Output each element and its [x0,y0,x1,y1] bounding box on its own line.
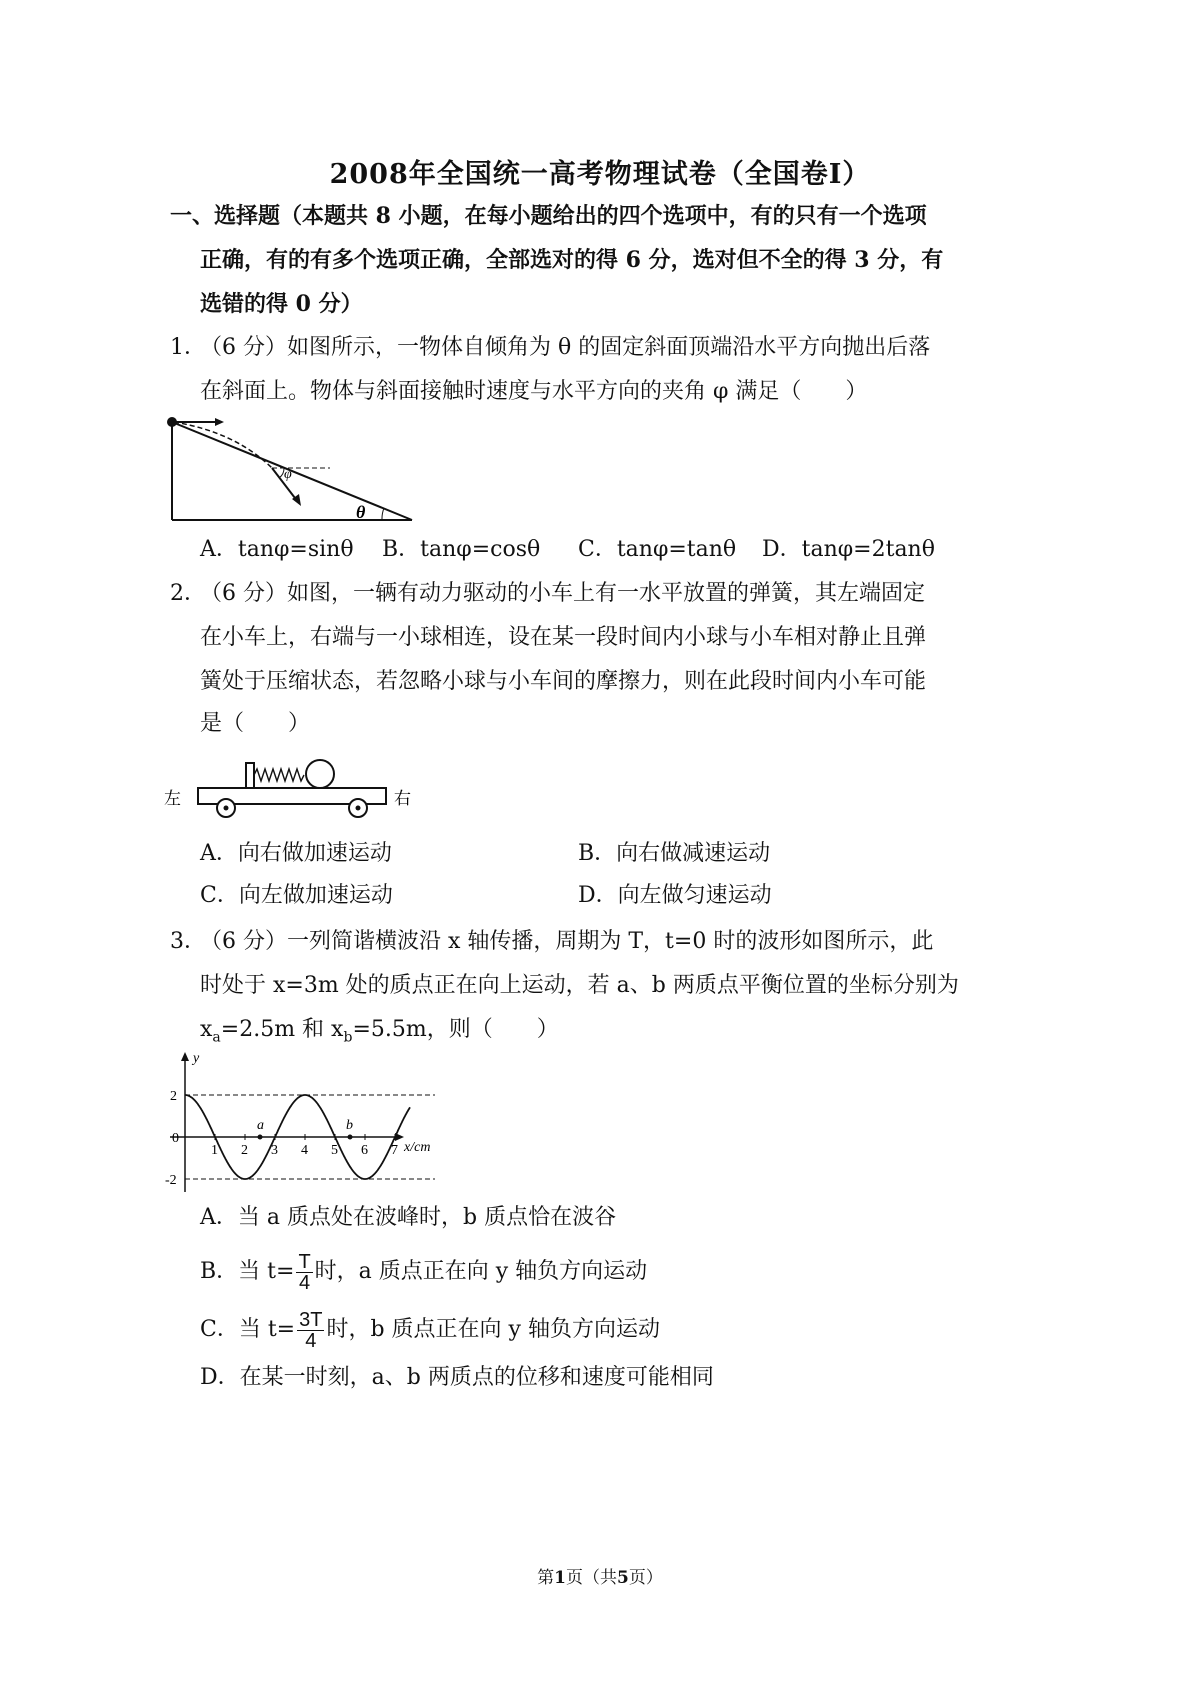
q3-text-line-1: （6 分）一列简谐横波沿 x 轴传播，周期为 T，t=0 时的波形如图所示，此 [200,929,934,954]
x-tick-label: 5 [331,1143,338,1158]
point-b-label: b [346,1118,353,1133]
footer-page-number: 1 [554,1568,566,1588]
x-tick-label: 4 [301,1143,308,1158]
point-a [258,1135,263,1140]
q1-option-c[interactable]: C．tanφ=tanθ [578,537,737,562]
page-footer [0,1563,1200,1588]
x-axis [170,1133,404,1141]
q3-option-c[interactable] [200,1306,660,1354]
q1-number: 1． [170,335,206,360]
q3-text-line-3 [200,1014,559,1053]
section-header-line-1: 一、选择题（本题共 8 小题，在每小题给出的四个选项中，有的只有一个选项 [170,203,927,229]
q3-option-c-fraction [297,1310,324,1351]
theta-arc [382,508,384,520]
q2-text-line-4: 是（ ） [200,711,311,736]
y-axis-label: y [193,1051,200,1066]
page-title: 2008年全国统一高考物理试卷（全国卷I） [329,159,871,190]
point-b [348,1135,353,1140]
section-header-line-3: 选错的得 0 分） [200,291,363,317]
q3-wave-graph [160,1050,450,1196]
q1-incline-figure [160,410,420,526]
q3-option-c-prefix: C．当 t= [200,1317,296,1342]
q3-option-d[interactable]: D．在某一时刻，a、b 两质点的位移和速度可能相同 [200,1365,714,1390]
q3-xa-value: =2.5m 和 x [220,1017,344,1042]
right-label: 右 [394,789,411,808]
fraction-denominator: 4 [305,1329,317,1352]
footer-middle: 页（共 [566,1568,617,1588]
origin-label: 0 [172,1131,179,1146]
incline-triangle [172,422,412,520]
fraction-numerator: 3T [299,1308,323,1331]
q3-text-line-2: 时处于 x=3m 处的质点正在向上运动，若 a、b 两质点平衡位置的坐标分别为 [200,973,959,998]
phi-label: φ [284,467,292,482]
x-tick-label: 6 [361,1143,368,1158]
x-tick-label: 3 [271,1143,278,1158]
x-tick-label: 1 [211,1143,218,1158]
q1-option-b[interactable]: B．tanφ=cosθ [382,537,541,562]
footer-suffix: 页） [628,1568,663,1588]
q2-number: 2． [170,581,206,606]
q3-option-b-fraction [296,1252,312,1293]
q3-number: 3． [170,929,206,954]
y-tick-positive: 2 [170,1089,177,1104]
q3-option-b-text: 时，a 质点正在向 y 轴负方向运动 [314,1259,648,1284]
x-tick-label: 2 [241,1143,248,1158]
q3-option-a[interactable]: A．当 a 质点处在波峰时，b 质点恰在波谷 [200,1205,617,1230]
q2-text-line-1: （6 分）如图，一辆有动力驱动的小车上有一水平放置的弹簧，其左端固定 [200,581,925,606]
q3-xb-value: =5.5m，则（ ） [352,1017,559,1042]
theta-label: θ [356,502,366,522]
right-wheel [349,799,367,817]
point-a-label: a [257,1118,264,1133]
q1-text-line-2: 在斜面上。物体与斜面接触时速度与水平方向的夹角 φ 满足（ ） [200,379,868,404]
q1-option-a[interactable]: A．tanφ=sinθ [200,537,354,562]
q2-text-line-2: 在小车上，右端与一小球相连，设在某一段时间内小球与小车相对静止且弹 [200,625,927,650]
spring-wall [246,763,254,788]
fraction-numerator: T [298,1250,311,1273]
q3-xa-subscript: a [212,1029,221,1046]
q2-option-c[interactable]: C．向左做加速运动 [200,883,393,908]
q1-option-d[interactable]: D．tanφ=2tanθ [762,537,935,562]
q3-option-b-prefix: B．当 t= [200,1259,295,1284]
x-axis-label: x/cm [404,1140,431,1155]
q3-xa-symbol: x [200,1017,213,1042]
footer-prefix: 第 [537,1568,555,1588]
footer-total-pages: 5 [617,1568,629,1588]
left-wheel [217,799,235,817]
q3-xb-subscript: b [343,1029,353,1046]
spring [254,769,304,781]
y-axis [181,1052,189,1192]
section-header-line-2: 正确，有的有多个选项正确，全部选对的得 6 分，选对但不全的得 3 分，有 [200,247,944,273]
q2-option-a[interactable]: A．向右做加速运动 [200,841,392,866]
q2-option-b[interactable]: B．向右做减速运动 [578,841,771,866]
q2-option-d[interactable]: D．向左做匀速运动 [578,883,772,908]
x-tick-label: 7 [391,1143,398,1158]
q1-text-line-1: （6 分）如图所示，一物体自倾角为 θ 的固定斜面顶端沿水平方向抛出后落 [200,335,931,360]
y-tick-negative: -2 [165,1173,177,1188]
q2-text-line-3: 簧处于压缩状态，若忽略小球与小车间的摩擦力，则在此段时间内小车可能 [200,669,927,694]
q3-option-c-text: 时，b 质点正在向 y 轴负方向运动 [326,1317,660,1342]
fraction-denominator: 4 [298,1271,311,1294]
left-label: 左 [164,789,181,808]
q3-option-b[interactable] [200,1248,647,1296]
ball [306,760,334,788]
q2-cart-figure [160,752,420,822]
